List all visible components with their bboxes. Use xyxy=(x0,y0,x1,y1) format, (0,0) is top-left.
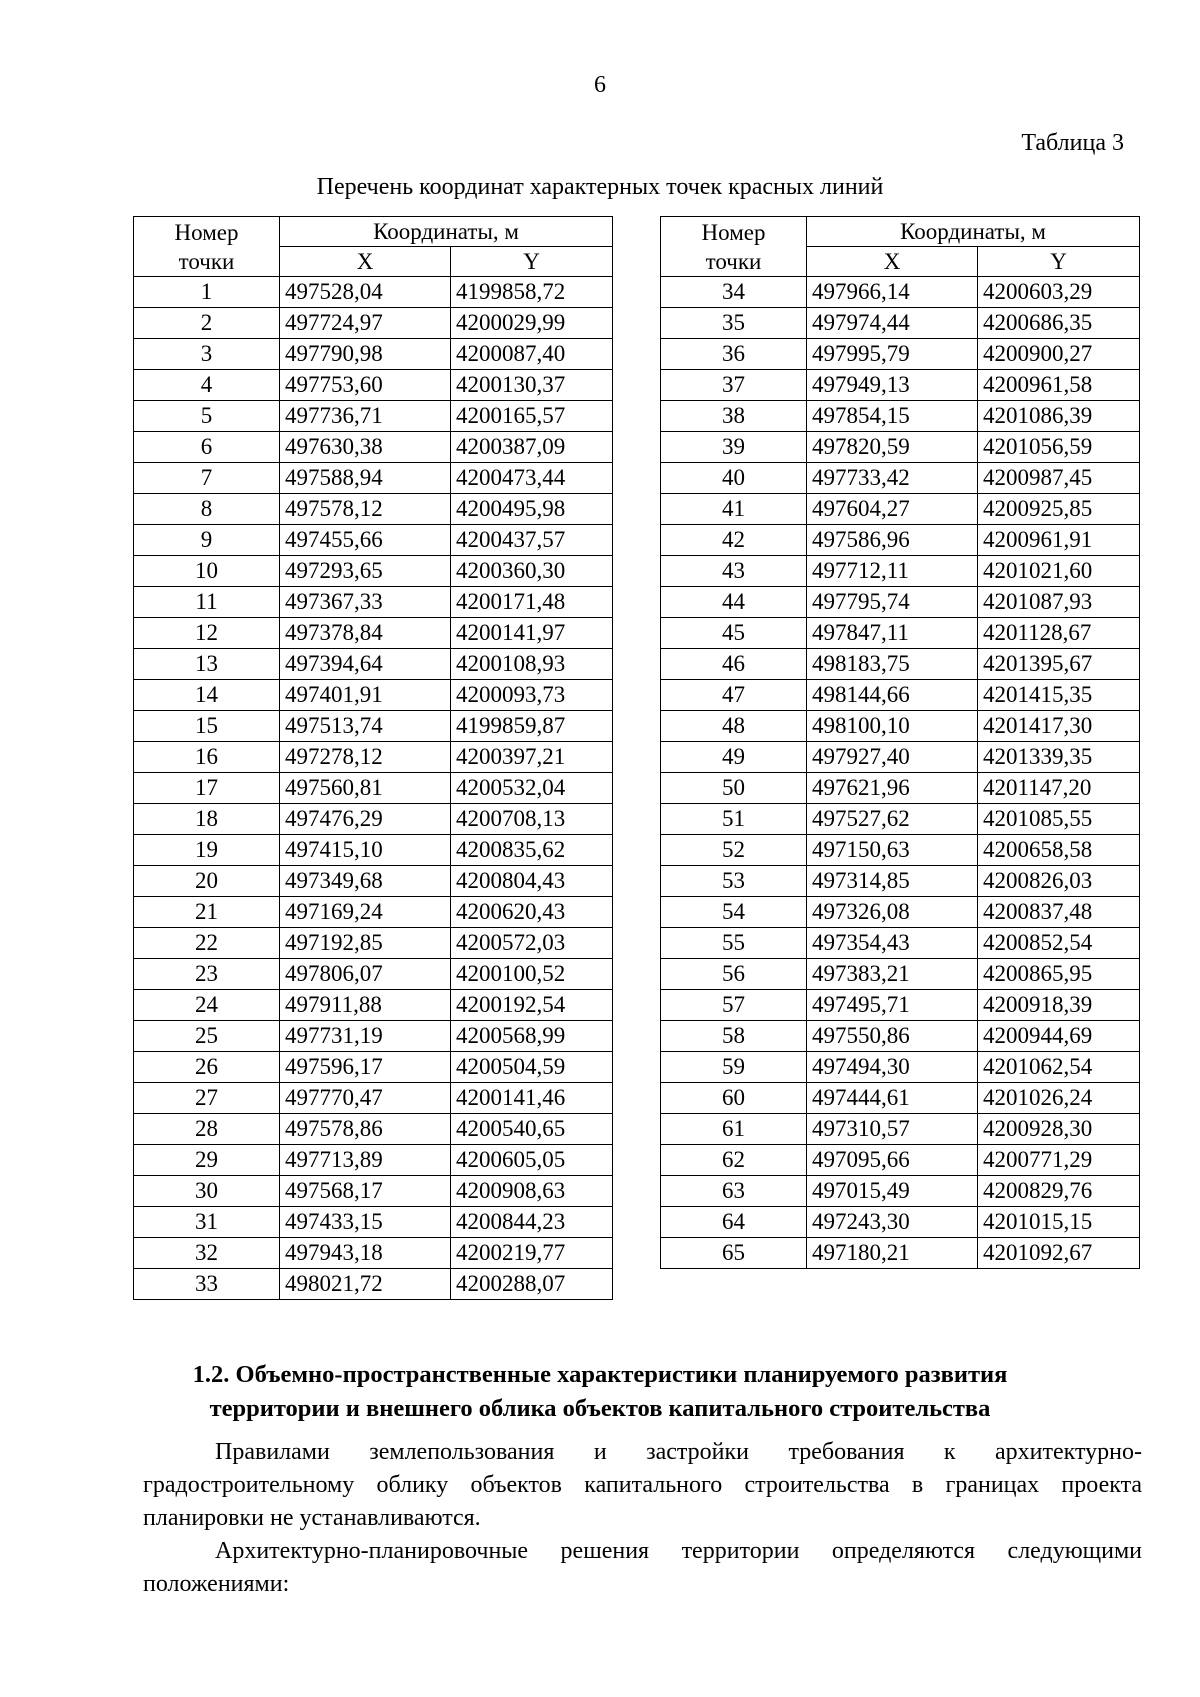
x-coordinate-cell: 498144,66 xyxy=(807,680,978,711)
x-coordinate-cell: 497854,15 xyxy=(807,401,978,432)
point-number-cell: 41 xyxy=(661,494,807,525)
x-coordinate-cell: 498021,72 xyxy=(280,1269,451,1300)
point-number-cell: 21 xyxy=(134,897,280,928)
table-row xyxy=(661,1083,1140,1114)
x-coordinate-cell: 497586,96 xyxy=(807,525,978,556)
x-coordinate-cell: 497015,49 xyxy=(807,1176,978,1207)
y-coordinate-cell: 4200540,65 xyxy=(451,1114,613,1145)
x-coordinate-cell: 497995,79 xyxy=(807,339,978,370)
y-coordinate-cell: 4200288,07 xyxy=(451,1269,613,1300)
x-coordinate-cell: 497169,24 xyxy=(280,897,451,928)
table-row xyxy=(134,1145,613,1176)
y-coordinate-cell: 4200908,63 xyxy=(451,1176,613,1207)
y-coordinate-cell: 4201021,60 xyxy=(978,556,1140,587)
header-y: Y xyxy=(978,247,1140,277)
y-coordinate-cell: 4200130,37 xyxy=(451,370,613,401)
x-coordinate-cell: 497433,15 xyxy=(280,1207,451,1238)
point-number-cell: 54 xyxy=(661,897,807,928)
y-coordinate-cell: 4200387,09 xyxy=(451,432,613,463)
table-row xyxy=(134,1269,613,1300)
y-coordinate-cell: 4201062,54 xyxy=(978,1052,1140,1083)
y-coordinate-cell: 4200944,69 xyxy=(978,1021,1140,1052)
y-coordinate-cell: 4201087,93 xyxy=(978,587,1140,618)
x-coordinate-cell: 497949,13 xyxy=(807,370,978,401)
table-row xyxy=(661,432,1140,463)
point-number-cell: 17 xyxy=(134,773,280,804)
table-row xyxy=(661,525,1140,556)
y-coordinate-cell: 4200804,43 xyxy=(451,866,613,897)
point-number-cell: 11 xyxy=(134,587,280,618)
x-coordinate-cell: 497354,43 xyxy=(807,928,978,959)
y-coordinate-cell: 4200108,93 xyxy=(451,649,613,680)
point-number-cell: 27 xyxy=(134,1083,280,1114)
point-number-cell: 18 xyxy=(134,804,280,835)
point-number-cell: 4 xyxy=(134,370,280,401)
y-coordinate-cell: 4200852,54 xyxy=(978,928,1140,959)
x-coordinate-cell: 497596,17 xyxy=(280,1052,451,1083)
point-number-cell: 44 xyxy=(661,587,807,618)
y-coordinate-cell: 4199859,87 xyxy=(451,711,613,742)
y-coordinate-cell: 4200141,46 xyxy=(451,1083,613,1114)
table-row xyxy=(661,277,1140,308)
table-title: Перечень координат характерных точек красных линий xyxy=(316,174,884,200)
table-row xyxy=(134,1238,613,1269)
table-row xyxy=(134,711,613,742)
point-number-cell: 28 xyxy=(134,1114,280,1145)
header-point-number xyxy=(661,217,807,277)
table-row xyxy=(661,1114,1140,1145)
table-row xyxy=(661,1021,1140,1052)
y-coordinate-cell: 4201015,15 xyxy=(978,1207,1140,1238)
point-number-cell: 30 xyxy=(134,1176,280,1207)
table-row xyxy=(661,1238,1140,1269)
y-coordinate-cell: 4200495,98 xyxy=(451,494,613,525)
table-row xyxy=(661,587,1140,618)
y-coordinate-cell: 4200572,03 xyxy=(451,928,613,959)
y-coordinate-cell: 4200658,58 xyxy=(978,835,1140,866)
point-number-cell: 33 xyxy=(134,1269,280,1300)
x-coordinate-cell: 497150,63 xyxy=(807,835,978,866)
table-row xyxy=(134,463,613,494)
x-coordinate-cell: 497415,10 xyxy=(280,835,451,866)
point-number-cell: 8 xyxy=(134,494,280,525)
y-coordinate-cell: 4200029,99 xyxy=(451,308,613,339)
y-coordinate-cell: 4200192,54 xyxy=(451,990,613,1021)
table-row xyxy=(134,525,613,556)
header-x: X xyxy=(807,247,978,277)
point-number-cell: 2 xyxy=(134,308,280,339)
point-number-cell: 13 xyxy=(134,649,280,680)
table-row xyxy=(661,401,1140,432)
table-row xyxy=(661,897,1140,928)
point-number-cell: 34 xyxy=(661,277,807,308)
x-coordinate-cell: 497927,40 xyxy=(807,742,978,773)
x-coordinate-cell: 497095,66 xyxy=(807,1145,978,1176)
y-coordinate-cell: 4200844,23 xyxy=(451,1207,613,1238)
table-row xyxy=(134,742,613,773)
y-coordinate-cell: 4200837,48 xyxy=(978,897,1140,928)
point-number-cell: 3 xyxy=(134,339,280,370)
x-coordinate-cell: 497527,62 xyxy=(807,804,978,835)
point-number-cell: 57 xyxy=(661,990,807,1021)
x-coordinate-cell: 497180,21 xyxy=(807,1238,978,1269)
point-number-cell: 36 xyxy=(661,339,807,370)
coordinates-table-left xyxy=(133,216,613,1300)
point-number-cell: 63 xyxy=(661,1176,807,1207)
y-coordinate-cell: 4200918,39 xyxy=(978,990,1140,1021)
table-row xyxy=(134,308,613,339)
y-coordinate-cell: 4200865,95 xyxy=(978,959,1140,990)
y-coordinate-cell: 4200568,99 xyxy=(451,1021,613,1052)
point-number-cell: 50 xyxy=(661,773,807,804)
y-coordinate-cell: 4200100,52 xyxy=(451,959,613,990)
x-coordinate-cell: 497476,29 xyxy=(280,804,451,835)
header-coordinates: Координаты, м xyxy=(280,217,613,247)
x-coordinate-cell: 497736,71 xyxy=(280,401,451,432)
table-row xyxy=(134,866,613,897)
table-row xyxy=(134,959,613,990)
x-coordinate-cell: 497401,91 xyxy=(280,680,451,711)
y-coordinate-cell: 4200360,30 xyxy=(451,556,613,587)
point-number-cell: 53 xyxy=(661,866,807,897)
y-coordinate-cell: 4200473,44 xyxy=(451,463,613,494)
point-number-cell: 45 xyxy=(661,618,807,649)
table-row xyxy=(661,556,1140,587)
x-coordinate-cell: 497278,12 xyxy=(280,742,451,773)
point-number-cell: 5 xyxy=(134,401,280,432)
table-row xyxy=(661,959,1140,990)
x-coordinate-cell: 497621,96 xyxy=(807,773,978,804)
table-row xyxy=(661,804,1140,835)
x-coordinate-cell: 497630,38 xyxy=(280,432,451,463)
header-point-number xyxy=(134,217,280,277)
point-number-cell: 43 xyxy=(661,556,807,587)
point-number-cell: 15 xyxy=(134,711,280,742)
point-number-cell: 35 xyxy=(661,308,807,339)
point-number-cell: 51 xyxy=(661,804,807,835)
point-number-cell: 46 xyxy=(661,649,807,680)
x-coordinate-cell: 497383,21 xyxy=(807,959,978,990)
x-coordinate-cell: 497820,59 xyxy=(807,432,978,463)
y-coordinate-cell: 4200829,76 xyxy=(978,1176,1140,1207)
x-coordinate-cell: 497974,44 xyxy=(807,308,978,339)
y-coordinate-cell: 4200165,57 xyxy=(451,401,613,432)
point-number-cell: 56 xyxy=(661,959,807,990)
point-number-cell: 39 xyxy=(661,432,807,463)
table-row xyxy=(134,1052,613,1083)
x-coordinate-cell: 497713,89 xyxy=(280,1145,451,1176)
x-coordinate-cell: 497314,85 xyxy=(807,866,978,897)
point-number-cell: 49 xyxy=(661,742,807,773)
point-number-cell: 19 xyxy=(134,835,280,866)
table-row xyxy=(661,990,1140,1021)
x-coordinate-cell: 498100,10 xyxy=(807,711,978,742)
point-number-cell: 32 xyxy=(134,1238,280,1269)
table-row xyxy=(661,835,1140,866)
section-heading-line1: 1.2. Объемно-пространственные характеристики планируемого развития xyxy=(192,1361,1008,1388)
y-coordinate-cell: 4200961,91 xyxy=(978,525,1140,556)
y-coordinate-cell: 4200171,48 xyxy=(451,587,613,618)
table-row xyxy=(661,649,1140,680)
table-row xyxy=(661,742,1140,773)
coordinates-table-right xyxy=(660,216,1140,1269)
x-coordinate-cell: 497753,60 xyxy=(280,370,451,401)
point-number-cell: 40 xyxy=(661,463,807,494)
x-coordinate-cell: 498183,75 xyxy=(807,649,978,680)
y-coordinate-cell: 4200826,03 xyxy=(978,866,1140,897)
table-row xyxy=(134,587,613,618)
table-row xyxy=(661,866,1140,897)
x-coordinate-cell: 497550,86 xyxy=(807,1021,978,1052)
header-point-number-line1: Номер xyxy=(174,219,239,245)
table-row xyxy=(134,494,613,525)
point-number-cell: 62 xyxy=(661,1145,807,1176)
x-coordinate-cell: 497806,07 xyxy=(280,959,451,990)
point-number-cell: 25 xyxy=(134,1021,280,1052)
x-coordinate-cell: 497733,42 xyxy=(807,463,978,494)
table-row xyxy=(661,711,1140,742)
table-row xyxy=(134,556,613,587)
point-number-cell: 26 xyxy=(134,1052,280,1083)
table-row xyxy=(134,1083,613,1114)
y-coordinate-cell: 4200532,04 xyxy=(451,773,613,804)
x-coordinate-cell: 497293,65 xyxy=(280,556,451,587)
y-coordinate-cell: 4200835,62 xyxy=(451,835,613,866)
x-coordinate-cell: 497712,11 xyxy=(807,556,978,587)
table-row xyxy=(134,835,613,866)
point-number-cell: 55 xyxy=(661,928,807,959)
y-coordinate-cell: 4201417,30 xyxy=(978,711,1140,742)
x-coordinate-cell: 497568,17 xyxy=(280,1176,451,1207)
header-point-number-line1: Номер xyxy=(701,219,766,245)
table-row xyxy=(661,463,1140,494)
y-coordinate-cell: 4200087,40 xyxy=(451,339,613,370)
y-coordinate-cell: 4201092,67 xyxy=(978,1238,1140,1269)
x-coordinate-cell: 497455,66 xyxy=(280,525,451,556)
x-coordinate-cell: 497310,57 xyxy=(807,1114,978,1145)
x-coordinate-cell: 497495,71 xyxy=(807,990,978,1021)
y-coordinate-cell: 4200219,77 xyxy=(451,1238,613,1269)
x-coordinate-cell: 497192,85 xyxy=(280,928,451,959)
y-coordinate-cell: 4200141,97 xyxy=(451,618,613,649)
section-heading xyxy=(120,1358,1080,1426)
point-number-cell: 24 xyxy=(134,990,280,1021)
y-coordinate-cell: 4200771,29 xyxy=(978,1145,1140,1176)
table-row xyxy=(661,370,1140,401)
table-row xyxy=(134,1207,613,1238)
table-row xyxy=(134,618,613,649)
y-coordinate-cell: 4200987,45 xyxy=(978,463,1140,494)
y-coordinate-cell: 4201415,35 xyxy=(978,680,1140,711)
table-row xyxy=(661,339,1140,370)
x-coordinate-cell: 497444,61 xyxy=(807,1083,978,1114)
x-coordinate-cell: 497847,11 xyxy=(807,618,978,649)
table-row xyxy=(134,339,613,370)
header-point-number-line2: точки xyxy=(705,248,762,274)
point-number-cell: 6 xyxy=(134,432,280,463)
x-coordinate-cell: 497367,33 xyxy=(280,587,451,618)
x-coordinate-cell: 497724,97 xyxy=(280,308,451,339)
y-coordinate-cell: 4199858,72 xyxy=(451,277,613,308)
point-number-cell: 65 xyxy=(661,1238,807,1269)
y-coordinate-cell: 4200437,57 xyxy=(451,525,613,556)
y-coordinate-cell: 4201128,67 xyxy=(978,618,1140,649)
point-number-cell: 37 xyxy=(661,370,807,401)
x-coordinate-cell: 497911,88 xyxy=(280,990,451,1021)
point-number-cell: 48 xyxy=(661,711,807,742)
x-coordinate-cell: 497790,98 xyxy=(280,339,451,370)
point-number-cell: 31 xyxy=(134,1207,280,1238)
y-coordinate-cell: 4200900,27 xyxy=(978,339,1140,370)
y-coordinate-cell: 4201147,20 xyxy=(978,773,1140,804)
table-row xyxy=(134,804,613,835)
x-coordinate-cell: 497494,30 xyxy=(807,1052,978,1083)
paragraph: Архитектурно-планировочные решения территории определяются следующими положениями: xyxy=(143,1538,1142,1597)
y-coordinate-cell: 4201026,24 xyxy=(978,1083,1140,1114)
y-coordinate-cell: 4201395,67 xyxy=(978,649,1140,680)
point-number-cell: 47 xyxy=(661,680,807,711)
table-row xyxy=(134,1176,613,1207)
y-coordinate-cell: 4201339,35 xyxy=(978,742,1140,773)
page-number: 6 xyxy=(594,72,606,98)
table-row xyxy=(661,618,1140,649)
y-coordinate-cell: 4200397,21 xyxy=(451,742,613,773)
point-number-cell: 38 xyxy=(661,401,807,432)
table-row xyxy=(661,494,1140,525)
x-coordinate-cell: 497394,64 xyxy=(280,649,451,680)
point-number-cell: 16 xyxy=(134,742,280,773)
x-coordinate-cell: 497966,14 xyxy=(807,277,978,308)
y-coordinate-cell: 4200620,43 xyxy=(451,897,613,928)
table-row xyxy=(661,680,1140,711)
x-coordinate-cell: 497578,86 xyxy=(280,1114,451,1145)
x-coordinate-cell: 497588,94 xyxy=(280,463,451,494)
y-coordinate-cell: 4200686,35 xyxy=(978,308,1140,339)
point-number-cell: 10 xyxy=(134,556,280,587)
y-coordinate-cell: 4200093,73 xyxy=(451,680,613,711)
y-coordinate-cell: 4201085,55 xyxy=(978,804,1140,835)
y-coordinate-cell: 4200605,05 xyxy=(451,1145,613,1176)
header-coordinates: Координаты, м xyxy=(807,217,1140,247)
table-row xyxy=(134,401,613,432)
section-heading-line2: территории и внешнего облика объектов капитального строительства xyxy=(209,1395,991,1422)
x-coordinate-cell: 497943,18 xyxy=(280,1238,451,1269)
x-coordinate-cell: 497560,81 xyxy=(280,773,451,804)
x-coordinate-cell: 497770,47 xyxy=(280,1083,451,1114)
y-coordinate-cell: 4200928,30 xyxy=(978,1114,1140,1145)
point-number-cell: 22 xyxy=(134,928,280,959)
table-row xyxy=(661,1145,1140,1176)
x-coordinate-cell: 497243,30 xyxy=(807,1207,978,1238)
table-row xyxy=(661,308,1140,339)
paragraph: Правилами землепользования и застройки требования к архитектурно-градостроительному облику объектов капитального строительства в границах проекта планировки не устанавливаются. xyxy=(143,1439,1142,1531)
point-number-cell: 29 xyxy=(134,1145,280,1176)
table-row xyxy=(134,1114,613,1145)
table-row xyxy=(134,928,613,959)
table-row xyxy=(661,1052,1140,1083)
x-coordinate-cell: 497513,74 xyxy=(280,711,451,742)
x-coordinate-cell: 497378,84 xyxy=(280,618,451,649)
x-coordinate-cell: 497528,04 xyxy=(280,277,451,308)
y-coordinate-cell: 4200961,58 xyxy=(978,370,1140,401)
point-number-cell: 7 xyxy=(134,463,280,494)
x-coordinate-cell: 497326,08 xyxy=(807,897,978,928)
table-row xyxy=(134,773,613,804)
table-row xyxy=(661,773,1140,804)
point-number-cell: 42 xyxy=(661,525,807,556)
point-number-cell: 64 xyxy=(661,1207,807,1238)
point-number-cell: 59 xyxy=(661,1052,807,1083)
table-row xyxy=(134,277,613,308)
table-row xyxy=(661,928,1140,959)
x-coordinate-cell: 497349,68 xyxy=(280,866,451,897)
point-number-cell: 12 xyxy=(134,618,280,649)
point-number-cell: 14 xyxy=(134,680,280,711)
y-coordinate-cell: 4200504,59 xyxy=(451,1052,613,1083)
table-row xyxy=(661,1207,1140,1238)
y-coordinate-cell: 4200708,13 xyxy=(451,804,613,835)
y-coordinate-cell: 4200925,85 xyxy=(978,494,1140,525)
x-coordinate-cell: 497731,19 xyxy=(280,1021,451,1052)
table-row xyxy=(134,649,613,680)
point-number-cell: 52 xyxy=(661,835,807,866)
header-x: X xyxy=(280,247,451,277)
table-caption: Таблица 3 xyxy=(1021,130,1124,156)
point-number-cell: 9 xyxy=(134,525,280,556)
y-coordinate-cell: 4201086,39 xyxy=(978,401,1140,432)
point-number-cell: 23 xyxy=(134,959,280,990)
table-row xyxy=(134,1021,613,1052)
point-number-cell: 20 xyxy=(134,866,280,897)
point-number-cell: 60 xyxy=(661,1083,807,1114)
point-number-cell: 61 xyxy=(661,1114,807,1145)
table-row xyxy=(134,432,613,463)
x-coordinate-cell: 497578,12 xyxy=(280,494,451,525)
point-number-cell: 58 xyxy=(661,1021,807,1052)
header-point-number-line2: точки xyxy=(178,248,235,274)
table-row xyxy=(134,370,613,401)
y-coordinate-cell: 4201056,59 xyxy=(978,432,1140,463)
table-row xyxy=(134,680,613,711)
table-row xyxy=(661,1176,1140,1207)
x-coordinate-cell: 497795,74 xyxy=(807,587,978,618)
table-row xyxy=(134,897,613,928)
y-coordinate-cell: 4200603,29 xyxy=(978,277,1140,308)
header-y: Y xyxy=(451,247,613,277)
table-row xyxy=(134,990,613,1021)
point-number-cell: 1 xyxy=(134,277,280,308)
x-coordinate-cell: 497604,27 xyxy=(807,494,978,525)
